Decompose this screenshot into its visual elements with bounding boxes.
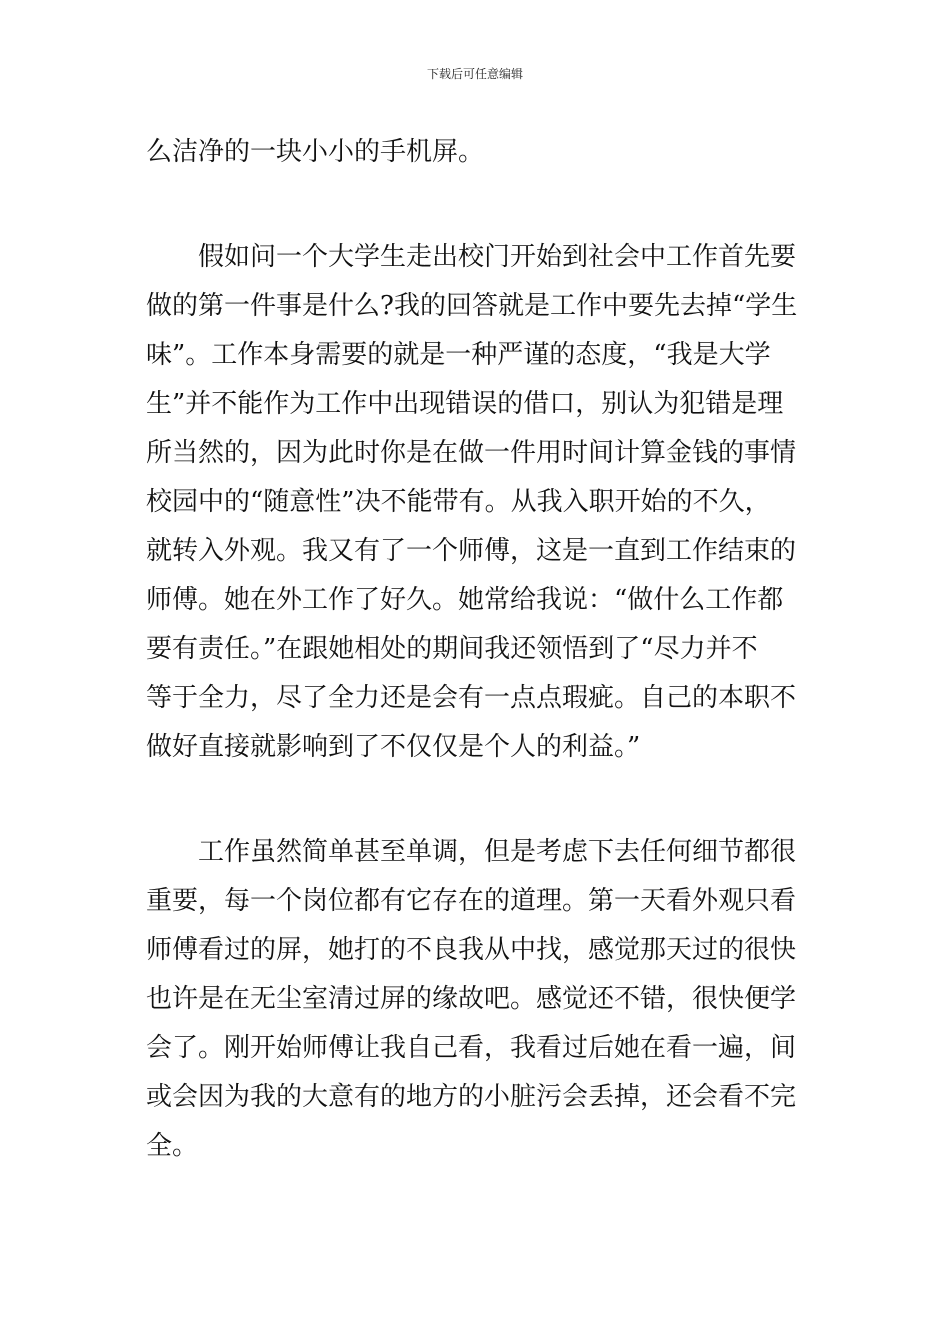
paragraph [146,233,806,772]
text-line: 等于全力，尽了全力还是会有一点点瑕疵。自己的本职不 [146,683,797,713]
text-line: 会了。刚开始师傅让我自己看，我看过后她在看一遍，间 [146,1033,797,1063]
header-note: 下载后可任意编辑 [426,67,523,81]
text-line: 假如问一个大学生走出校门开始到社会中工作首先要 [198,242,797,272]
text-line: 全。 [146,1131,199,1161]
paragraph-gap [146,177,806,233]
text-line: 或会因为我的大意有的地方的小脏污会丢掉，还会看不完 [146,1082,797,1112]
paragraph-gap [146,772,806,828]
text-line: 生”并不能作为工作中出现错误的借口，别认为犯错是理 [146,389,784,419]
text-line: 么洁净的一块小小的手机屏。 [146,137,485,167]
text-line: 要有责任。”在跟她相处的期间我还领悟到了“尽力并不 [146,634,758,664]
document-body [146,128,806,1171]
text-line: 校园中的“随意性”决不能带有。从我入职开始的不久， [146,487,771,517]
text-line: 重要，每一个岗位都有它存在的道理。第一天看外观只看 [146,886,797,916]
text-line: 工作虽然简单甚至单调，但是考虑下去任何细节都很 [198,837,797,867]
paragraph [146,828,806,1171]
text-line: 做好直接就影响到了不仅仅是个人的利益。” [146,732,641,762]
paragraph [146,128,806,177]
text-line: 味”。工作本身需要的就是一种严谨的态度，“我是大学 [146,340,771,370]
text-line: 做的第一件事是什么?我的回答就是工作中要先去掉“学生 [146,291,798,321]
text-line: 所当然的，因为此时你是在做一件用时间计算金钱的事情 [146,438,797,468]
text-line: 就转入外观。我又有了一个师傅，这是一直到工作结束的 [146,536,797,566]
text-line: 师傅看过的屏，她打的不良我从中找，感觉那天过的很快 [146,935,797,965]
text-line: 师傅。她在外工作了好久。她常给我说：“做什么工作都 [146,585,784,615]
text-line: 也许是在无尘室清过屏的缘故吧。感觉还不错，很快便学 [146,984,797,1014]
